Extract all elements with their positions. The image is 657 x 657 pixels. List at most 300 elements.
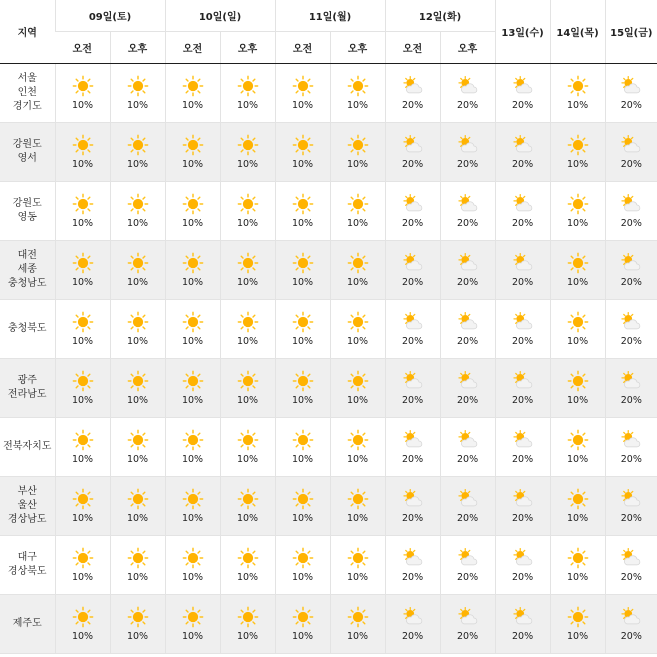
forecast-cell <box>385 300 440 359</box>
forecast-cell <box>55 64 110 123</box>
sun-icon <box>127 193 149 215</box>
forecast-cell <box>220 595 275 654</box>
sun-icon <box>127 370 149 392</box>
precipitation-chance: 10% <box>181 100 204 111</box>
forecast-cell <box>220 477 275 536</box>
sun-icon <box>347 193 369 215</box>
sun-icon <box>182 252 204 274</box>
sun-behind-cloud-icon <box>457 75 479 97</box>
precipitation-chance: 10% <box>567 513 589 524</box>
precipitation-chance: 20% <box>512 218 534 229</box>
precipitation-chance: 10% <box>291 277 314 288</box>
region-label: 대전 세종 충청남도 <box>7 250 47 289</box>
forecast-cell <box>550 359 605 418</box>
sun-icon <box>72 547 94 569</box>
precipitation-chance: 10% <box>291 454 314 465</box>
sun-behind-cloud-icon <box>402 488 424 510</box>
forecast-cell <box>550 418 605 477</box>
region-cell <box>0 300 55 359</box>
precipitation-chance: 10% <box>126 336 149 347</box>
precipitation-chance: 10% <box>346 454 369 465</box>
slot-header-pm: 오후 <box>220 32 275 64</box>
forecast-cell <box>385 477 440 536</box>
precipitation-chance: 20% <box>456 631 479 642</box>
precipitation-chance: 10% <box>71 336 94 347</box>
sun-behind-cloud-icon <box>402 370 424 392</box>
region-column-header: 지역 <box>0 0 55 64</box>
precipitation-chance: 10% <box>346 572 369 583</box>
forecast-cell <box>220 64 275 123</box>
sun-behind-cloud-icon <box>457 547 479 569</box>
forecast-cell <box>220 359 275 418</box>
sun-icon <box>292 606 314 628</box>
forecast-cell <box>385 595 440 654</box>
sun-behind-cloud-icon <box>620 193 642 215</box>
sun-icon <box>292 370 314 392</box>
sun-icon <box>347 311 369 333</box>
forecast-cell <box>330 182 385 241</box>
forecast-cell <box>605 418 657 477</box>
sun-icon <box>72 311 94 333</box>
forecast-cell <box>440 123 495 182</box>
precipitation-chance: 20% <box>456 572 479 583</box>
forecast-cell <box>55 359 110 418</box>
precipitation-chance: 10% <box>71 572 94 583</box>
sun-behind-cloud-icon <box>457 193 479 215</box>
forecast-cell <box>605 182 657 241</box>
precipitation-chance: 10% <box>71 454 94 465</box>
forecast-cell <box>55 182 110 241</box>
forecast-cell <box>55 300 110 359</box>
precipitation-chance: 20% <box>456 513 479 524</box>
sun-icon <box>567 75 589 97</box>
sun-behind-cloud-icon <box>620 429 642 451</box>
sun-icon <box>182 606 204 628</box>
forecast-cell <box>495 241 550 300</box>
precipitation-chance: 10% <box>291 218 314 229</box>
forecast-cell <box>330 359 385 418</box>
forecast-cell <box>220 123 275 182</box>
sun-icon <box>567 252 589 274</box>
precipitation-chance: 10% <box>236 277 259 288</box>
sun-icon <box>127 75 149 97</box>
sun-icon <box>567 488 589 510</box>
forecast-cell <box>330 477 385 536</box>
precipitation-chance: 10% <box>236 454 259 465</box>
region-label: 충청북도 <box>7 323 47 334</box>
sun-behind-cloud-icon <box>402 252 424 274</box>
forecast-cell <box>550 64 605 123</box>
slot-header-pm: 오후 <box>440 32 495 64</box>
table-row <box>0 241 657 300</box>
precipitation-chance: 20% <box>620 336 642 347</box>
forecast-cell <box>550 595 605 654</box>
sun-behind-cloud-icon <box>620 606 642 628</box>
precipitation-chance: 10% <box>236 572 259 583</box>
sun-icon <box>237 252 259 274</box>
forecast-cell <box>275 241 330 300</box>
precipitation-chance: 20% <box>401 100 424 111</box>
forecast-cell <box>385 123 440 182</box>
sun-icon <box>292 252 314 274</box>
sun-icon <box>237 193 259 215</box>
region-cell <box>0 123 55 182</box>
region-cell <box>0 536 55 595</box>
forecast-cell <box>275 418 330 477</box>
forecast-cell <box>110 123 165 182</box>
sun-icon <box>127 252 149 274</box>
forecast-cell <box>165 123 220 182</box>
precipitation-chance: 10% <box>291 336 314 347</box>
precipitation-chance: 10% <box>346 395 369 406</box>
sun-icon <box>237 429 259 451</box>
sun-behind-cloud-icon <box>402 606 424 628</box>
forecast-cell <box>275 123 330 182</box>
sun-icon <box>567 311 589 333</box>
precipitation-chance: 10% <box>126 395 149 406</box>
forecast-cell <box>275 536 330 595</box>
sun-icon <box>72 193 94 215</box>
precipitation-chance: 10% <box>346 336 369 347</box>
sun-icon <box>237 370 259 392</box>
forecast-cell <box>495 477 550 536</box>
precipitation-chance: 10% <box>346 218 369 229</box>
precipitation-chance: 10% <box>181 395 204 406</box>
precipitation-chance: 20% <box>512 100 534 111</box>
sun-icon <box>292 193 314 215</box>
precipitation-chance: 10% <box>126 277 149 288</box>
forecast-cell <box>605 359 657 418</box>
forecast-cell <box>110 241 165 300</box>
precipitation-chance: 10% <box>126 572 149 583</box>
day-header-15: 15일(금) <box>605 0 657 64</box>
precipitation-chance: 20% <box>456 159 479 170</box>
precipitation-chance: 10% <box>126 631 149 642</box>
forecast-cell <box>165 182 220 241</box>
forecast-cell <box>55 418 110 477</box>
forecast-cell <box>495 536 550 595</box>
precipitation-chance: 20% <box>401 336 424 347</box>
forecast-cell <box>605 477 657 536</box>
sun-icon <box>182 547 204 569</box>
forecast-cell <box>495 418 550 477</box>
precipitation-chance: 20% <box>512 159 534 170</box>
forecast-cell <box>110 536 165 595</box>
sun-icon <box>72 429 94 451</box>
sun-icon <box>127 547 149 569</box>
forecast-cell <box>165 418 220 477</box>
sun-icon <box>237 547 259 569</box>
region-label: 제주도 <box>12 618 42 629</box>
sun-behind-cloud-icon <box>402 547 424 569</box>
precipitation-chance: 10% <box>291 395 314 406</box>
forecast-cell <box>495 300 550 359</box>
sun-icon <box>182 193 204 215</box>
precipitation-chance: 10% <box>346 277 369 288</box>
region-label: 강원도 영서 <box>12 139 42 164</box>
precipitation-chance: 10% <box>71 100 94 111</box>
forecast-cell <box>495 595 550 654</box>
sun-icon <box>72 370 94 392</box>
forecast-cell <box>110 418 165 477</box>
precipitation-chance: 10% <box>236 395 259 406</box>
precipitation-chance: 20% <box>401 513 424 524</box>
precipitation-chance: 10% <box>126 513 149 524</box>
forecast-cell <box>550 300 605 359</box>
forecast-cell <box>330 595 385 654</box>
forecast-cell <box>55 536 110 595</box>
forecast-cell <box>440 477 495 536</box>
forecast-cell <box>330 123 385 182</box>
forecast-cell <box>605 123 657 182</box>
sun-icon <box>347 547 369 569</box>
forecast-cell <box>165 241 220 300</box>
precipitation-chance: 10% <box>291 572 314 583</box>
forecast-cell <box>385 359 440 418</box>
sun-icon <box>182 370 204 392</box>
day-header-13: 13일(수) <box>495 0 550 64</box>
precipitation-chance: 10% <box>181 159 204 170</box>
region-label: 부산 울산 경상남도 <box>7 486 47 525</box>
precipitation-chance: 20% <box>401 454 424 465</box>
table-row <box>0 536 657 595</box>
sun-behind-cloud-icon <box>512 311 534 333</box>
precipitation-chance: 10% <box>567 336 589 347</box>
precipitation-chance: 10% <box>567 395 589 406</box>
forecast-cell <box>220 182 275 241</box>
forecast-cell <box>605 595 657 654</box>
precipitation-chance: 10% <box>181 513 204 524</box>
precipitation-chance: 20% <box>512 336 534 347</box>
sun-behind-cloud-icon <box>457 488 479 510</box>
precipitation-chance: 10% <box>291 631 314 642</box>
precipitation-chance: 20% <box>620 100 642 111</box>
sun-icon <box>347 370 369 392</box>
precipitation-chance: 20% <box>456 336 479 347</box>
sun-icon <box>72 488 94 510</box>
forecast-cell <box>110 477 165 536</box>
forecast-cell <box>220 241 275 300</box>
region-label: 대구 경상북도 <box>7 552 47 577</box>
table-body <box>0 64 657 654</box>
forecast-cell <box>440 300 495 359</box>
forecast-cell <box>440 64 495 123</box>
precipitation-chance: 10% <box>71 513 94 524</box>
forecast-cell <box>275 64 330 123</box>
region-cell <box>0 418 55 477</box>
region-cell <box>0 241 55 300</box>
precipitation-chance: 10% <box>71 277 94 288</box>
precipitation-chance: 20% <box>512 631 534 642</box>
precipitation-chance: 10% <box>126 218 149 229</box>
forecast-cell <box>385 64 440 123</box>
sun-icon <box>72 606 94 628</box>
sun-behind-cloud-icon <box>620 252 642 274</box>
precipitation-chance: 10% <box>567 100 589 111</box>
region-cell <box>0 595 55 654</box>
precipitation-chance: 20% <box>620 159 642 170</box>
forecast-cell <box>220 418 275 477</box>
precipitation-chance: 20% <box>620 277 642 288</box>
precipitation-chance: 20% <box>401 631 424 642</box>
sun-icon <box>237 75 259 97</box>
sun-icon <box>292 488 314 510</box>
precipitation-chance: 10% <box>567 572 589 583</box>
precipitation-chance: 10% <box>567 218 589 229</box>
region-label: 광주 전라남도 <box>7 375 47 400</box>
sun-icon <box>182 429 204 451</box>
sun-icon <box>567 429 589 451</box>
forecast-cell <box>550 536 605 595</box>
sun-behind-cloud-icon <box>457 429 479 451</box>
precipitation-chance: 10% <box>291 159 314 170</box>
day-header-11: 11일(월) <box>275 0 385 32</box>
sun-behind-cloud-icon <box>620 488 642 510</box>
forecast-cell <box>385 536 440 595</box>
precipitation-chance: 20% <box>512 454 534 465</box>
forecast-cell <box>385 418 440 477</box>
forecast-cell <box>165 536 220 595</box>
precipitation-chance: 10% <box>181 336 204 347</box>
sun-icon <box>72 75 94 97</box>
sun-behind-cloud-icon <box>512 134 534 156</box>
forecast-cell <box>440 182 495 241</box>
precipitation-chance: 20% <box>456 100 479 111</box>
forecast-cell <box>605 64 657 123</box>
precipitation-chance: 10% <box>291 100 314 111</box>
sun-icon <box>292 429 314 451</box>
region-label: 서울 인천 경기도 <box>12 73 42 112</box>
sun-icon <box>237 606 259 628</box>
precipitation-chance: 10% <box>181 454 204 465</box>
slot-header-am: 오전 <box>275 32 330 64</box>
forecast-cell <box>440 595 495 654</box>
precipitation-chance: 20% <box>620 513 642 524</box>
forecast-cell <box>275 477 330 536</box>
precipitation-chance: 10% <box>567 159 589 170</box>
precipitation-chance: 10% <box>126 159 149 170</box>
sun-icon <box>182 134 204 156</box>
table-row <box>0 359 657 418</box>
sun-behind-cloud-icon <box>457 134 479 156</box>
sun-behind-cloud-icon <box>457 606 479 628</box>
region-label: 강원도 영동 <box>12 198 42 223</box>
region-cell <box>0 182 55 241</box>
sun-icon <box>347 488 369 510</box>
day-header-09: 09일(토) <box>55 0 165 32</box>
precipitation-chance: 10% <box>346 159 369 170</box>
forecast-cell <box>385 241 440 300</box>
forecast-cell <box>550 182 605 241</box>
forecast-cell <box>605 300 657 359</box>
forecast-cell <box>275 595 330 654</box>
table-row <box>0 182 657 241</box>
sun-icon <box>127 488 149 510</box>
sun-behind-cloud-icon <box>512 488 534 510</box>
forecast-cell <box>110 359 165 418</box>
precipitation-chance: 10% <box>236 100 259 111</box>
forecast-cell <box>220 536 275 595</box>
region-cell <box>0 64 55 123</box>
precipitation-chance: 10% <box>71 395 94 406</box>
precipitation-chance: 10% <box>71 159 94 170</box>
forecast-cell <box>495 64 550 123</box>
sun-icon <box>237 134 259 156</box>
slot-header-am: 오전 <box>55 32 110 64</box>
forecast-cell <box>165 595 220 654</box>
precipitation-chance: 10% <box>181 572 204 583</box>
precipitation-chance: 20% <box>620 572 642 583</box>
forecast-cell <box>330 536 385 595</box>
sun-icon <box>567 134 589 156</box>
precipitation-chance: 10% <box>346 100 369 111</box>
forecast-cell <box>275 182 330 241</box>
sun-behind-cloud-icon <box>620 547 642 569</box>
precipitation-chance: 20% <box>456 277 479 288</box>
precipitation-chance: 10% <box>236 631 259 642</box>
table-row <box>0 64 657 123</box>
precipitation-chance: 10% <box>126 100 149 111</box>
precipitation-chance: 20% <box>620 454 642 465</box>
sun-behind-cloud-icon <box>512 193 534 215</box>
day-header-10: 10일(일) <box>165 0 275 32</box>
sun-behind-cloud-icon <box>620 370 642 392</box>
precipitation-chance: 20% <box>401 277 424 288</box>
precipitation-chance: 10% <box>71 631 94 642</box>
forecast-cell <box>330 418 385 477</box>
forecast-cell <box>495 182 550 241</box>
forecast-cell <box>55 123 110 182</box>
forecast-cell <box>605 536 657 595</box>
day-header-12: 12일(화) <box>385 0 495 32</box>
forecast-cell <box>55 477 110 536</box>
table-row <box>0 123 657 182</box>
sun-behind-cloud-icon <box>512 252 534 274</box>
sun-icon <box>182 311 204 333</box>
precipitation-chance: 10% <box>126 454 149 465</box>
precipitation-chance: 20% <box>456 454 479 465</box>
sun-icon <box>127 311 149 333</box>
precipitation-chance: 10% <box>181 218 204 229</box>
sun-icon <box>182 75 204 97</box>
sun-icon <box>127 134 149 156</box>
sun-behind-cloud-icon <box>457 252 479 274</box>
forecast-cell <box>165 64 220 123</box>
precipitation-chance: 10% <box>346 631 369 642</box>
slot-header-pm: 오후 <box>330 32 385 64</box>
precipitation-chance: 20% <box>620 395 642 406</box>
forecast-cell <box>550 477 605 536</box>
precipitation-chance: 20% <box>456 395 479 406</box>
sun-icon <box>127 606 149 628</box>
sun-behind-cloud-icon <box>402 311 424 333</box>
sun-icon <box>567 606 589 628</box>
forecast-cell <box>55 595 110 654</box>
sun-icon <box>292 134 314 156</box>
precipitation-chance: 10% <box>71 218 94 229</box>
sun-icon <box>347 606 369 628</box>
forecast-cell <box>330 241 385 300</box>
forecast-cell <box>275 300 330 359</box>
precipitation-chance: 20% <box>620 218 642 229</box>
precipitation-chance: 10% <box>291 513 314 524</box>
forecast-cell <box>165 477 220 536</box>
sun-icon <box>292 311 314 333</box>
table-row <box>0 418 657 477</box>
forecast-cell <box>495 359 550 418</box>
precipitation-chance: 20% <box>620 631 642 642</box>
sun-behind-cloud-icon <box>620 134 642 156</box>
